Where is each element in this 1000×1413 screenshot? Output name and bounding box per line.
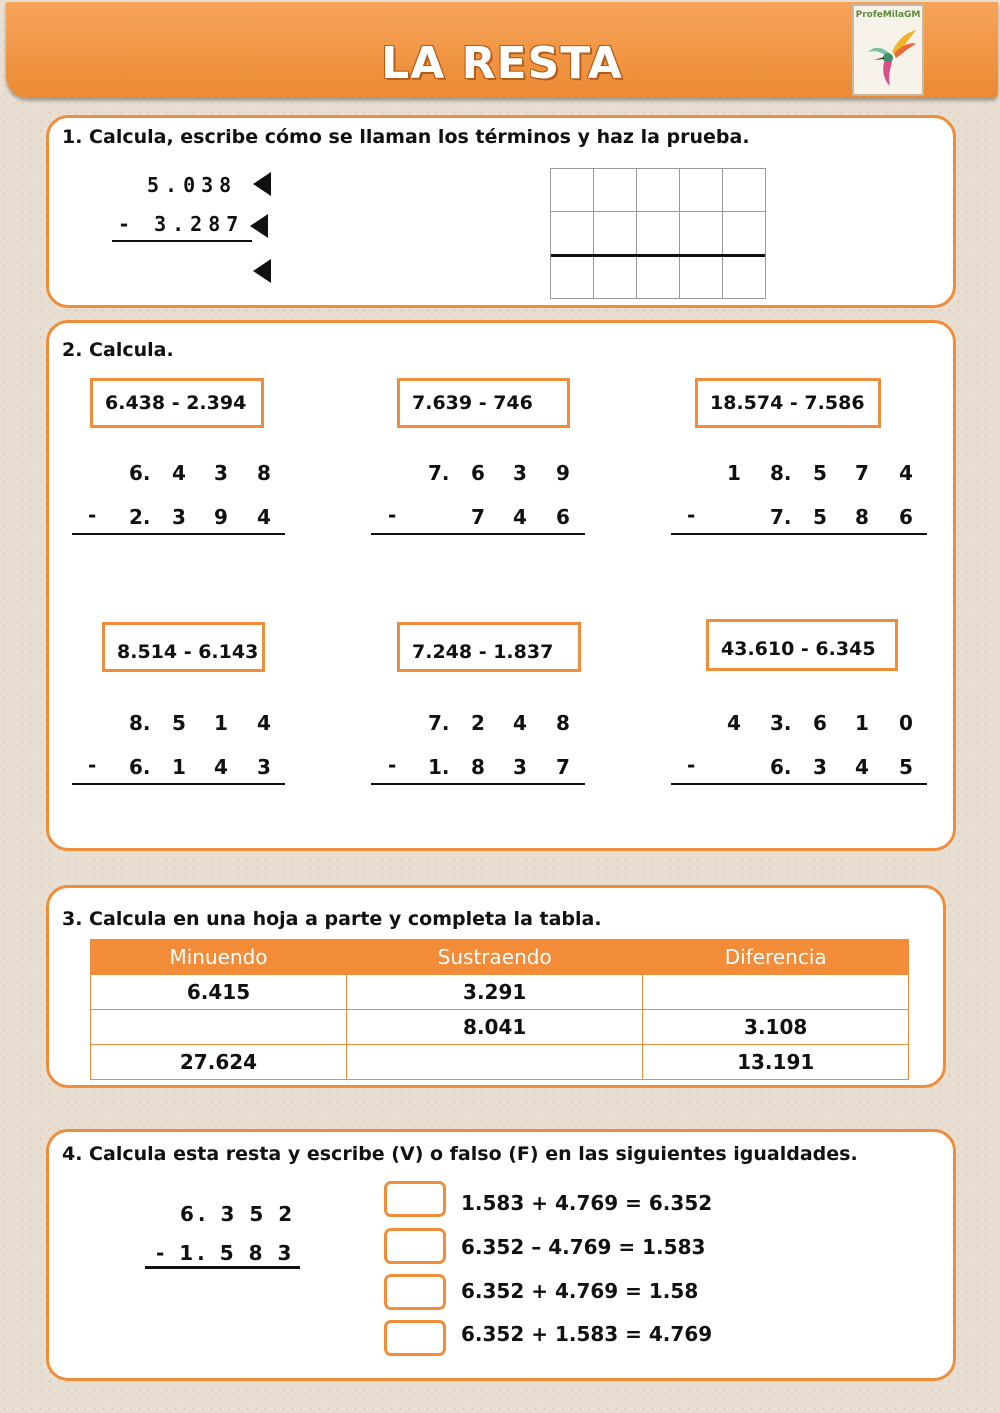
digit: 3 (813, 755, 827, 779)
q1-minuend-arrow-icon (253, 172, 271, 196)
digit: 4 (855, 755, 869, 779)
logo (852, 4, 924, 96)
table-row (91, 1010, 909, 1045)
digit: 1 (172, 755, 186, 779)
digit: 1. (428, 755, 450, 779)
digit: 4 (257, 505, 271, 529)
digit: 4 (727, 711, 741, 735)
grid-cell[interactable] (551, 169, 594, 212)
equality-text: 6.352 + 4.769 = 1.58 (461, 1279, 699, 1303)
result-line (371, 783, 585, 785)
grid-cell[interactable] (637, 169, 680, 212)
digit: 6. (129, 755, 151, 779)
digit: 5 (899, 755, 913, 779)
digit: 5 (813, 461, 827, 485)
digit: 0 (899, 711, 913, 735)
q1-subtrahend-arrow-icon (250, 214, 268, 238)
digit: 3 (513, 755, 527, 779)
title-banner (6, 2, 998, 98)
grid-cell[interactable] (594, 255, 637, 298)
digit: 7 (556, 755, 570, 779)
digit: 8. (129, 711, 151, 735)
grid-cell[interactable] (680, 255, 723, 298)
digit: 7 (471, 505, 485, 529)
column-header-diferencia: Diferencia (643, 940, 909, 975)
grid-cell[interactable] (723, 255, 765, 298)
digit: 1 (214, 711, 228, 735)
grid-cell[interactable] (680, 169, 723, 212)
grid-result-line (551, 254, 765, 257)
digit: 3 (172, 505, 186, 529)
equality-text: 1.583 + 4.769 = 6.352 (461, 1191, 713, 1215)
q4-minuend: 6. 3 5 2 (180, 1202, 297, 1226)
digit: 6 (813, 711, 827, 735)
operation-label: 18.574 - 7.586 (695, 378, 881, 428)
digit: 1 (727, 461, 741, 485)
hummingbird-icon (862, 24, 918, 90)
minus-sign: - (88, 753, 97, 777)
digit: 5 (172, 711, 186, 735)
grid-cell[interactable] (551, 255, 594, 298)
digit: 8. (770, 461, 792, 485)
answer-box[interactable] (384, 1274, 446, 1310)
digit: 4 (214, 755, 228, 779)
grid-cell[interactable] (551, 212, 594, 255)
page-title: LA RESTA (381, 38, 623, 89)
digit: 6 (556, 505, 570, 529)
table-row (91, 975, 909, 1010)
digit: 7. (428, 711, 450, 735)
result-line (72, 533, 285, 535)
digit: 3 (513, 461, 527, 485)
digit: 4 (513, 711, 527, 735)
q4-result-line (145, 1266, 300, 1269)
question-3-instruction: 3. Calcula en una hoja a parte y completa la tabla. (62, 908, 602, 930)
question-1-instruction: 1. Calcula, escribe cómo se llaman los términos y haz la prueba. (62, 126, 750, 148)
digit: 3 (214, 461, 228, 485)
column-header-minuendo: Minuendo (91, 940, 347, 975)
minus-sign: - (687, 503, 696, 527)
table-cell: 13.191 (643, 1045, 909, 1080)
table-header-row (91, 940, 909, 975)
table-cell: 8.041 (346, 1010, 642, 1045)
minus-sign: - (88, 503, 97, 527)
digit: 6 (899, 505, 913, 529)
subtraction-table (90, 939, 909, 1080)
digit: 4 (172, 461, 186, 485)
digit: 7. (428, 461, 450, 485)
equality-text: 6.352 + 1.583 = 4.769 (461, 1322, 713, 1346)
equality-text: 6.352 – 4.769 = 1.583 (461, 1235, 706, 1259)
digit: 8 (257, 461, 271, 485)
grid-cell[interactable] (723, 169, 765, 212)
digit: 7. (770, 505, 792, 529)
digit: 8 (855, 505, 869, 529)
result-line (72, 783, 285, 785)
digit: 4 (513, 505, 527, 529)
digit: 2 (471, 711, 485, 735)
digit: 8 (471, 755, 485, 779)
digit: 4 (899, 461, 913, 485)
table-cell-blank[interactable] (91, 1010, 347, 1045)
minus-sign: - (388, 503, 397, 527)
digit: 7 (855, 461, 869, 485)
grid-cell[interactable] (637, 212, 680, 255)
operation-label: 7.248 - 1.837 (397, 622, 581, 672)
grid-cell[interactable] (723, 212, 765, 255)
digit: 6 (471, 461, 485, 485)
q1-proof-grid[interactable] (550, 168, 766, 299)
table-cell: 3.291 (346, 975, 642, 1010)
question-4-instruction: 4. Calcula esta resta y escribe (V) o falso (F) en las siguientes igualdades. (62, 1143, 858, 1165)
digit: 4 (257, 711, 271, 735)
digit: 6. (129, 461, 151, 485)
result-line (371, 533, 585, 535)
table-cell: 27.624 (91, 1045, 347, 1080)
answer-box[interactable] (384, 1228, 446, 1264)
q1-result-line (112, 240, 252, 242)
operation-label: 6.438 - 2.394 (90, 378, 264, 428)
operation-label: 8.514 - 6.143 (102, 622, 265, 672)
result-line (671, 533, 927, 535)
question-2-instruction: 2. Calcula. (62, 339, 174, 361)
minus-sign: - (687, 753, 696, 777)
digit: 3. (770, 711, 792, 735)
grid-cell[interactable] (637, 255, 680, 298)
q4-subtrahend: - 1. 5 8 3 (156, 1241, 296, 1265)
minus-sign: - (388, 753, 397, 777)
column-header-sustraendo: Sustraendo (346, 940, 642, 975)
operation-label: 43.610 - 6.345 (706, 619, 898, 671)
operation-label: 7.639 - 746 (397, 378, 570, 428)
table-cell: 3.108 (643, 1010, 909, 1045)
q1-subtrahend: - 3.287 (118, 212, 245, 236)
answer-box[interactable] (384, 1320, 446, 1356)
grid-cell[interactable] (680, 212, 723, 255)
q1-minuend: 5.038 (147, 173, 238, 197)
grid-cell[interactable] (594, 169, 637, 212)
digit: 9 (556, 461, 570, 485)
table-cell-blank[interactable] (346, 1045, 642, 1080)
digit: 9 (214, 505, 228, 529)
digit: 8 (556, 711, 570, 735)
digit: 5 (813, 505, 827, 529)
digit: 2. (129, 505, 151, 529)
result-line (671, 783, 927, 785)
table-cell: 6.415 (91, 975, 347, 1010)
grid-cell[interactable] (594, 212, 637, 255)
digit: 1 (855, 711, 869, 735)
digit: 3 (257, 755, 271, 779)
table-cell-blank[interactable] (643, 975, 909, 1010)
q1-result-arrow-icon (253, 259, 271, 283)
answer-box[interactable] (384, 1181, 446, 1217)
logo-text: ProfeMilaGM (855, 10, 921, 20)
table-row (91, 1045, 909, 1080)
digit: 6. (770, 755, 792, 779)
